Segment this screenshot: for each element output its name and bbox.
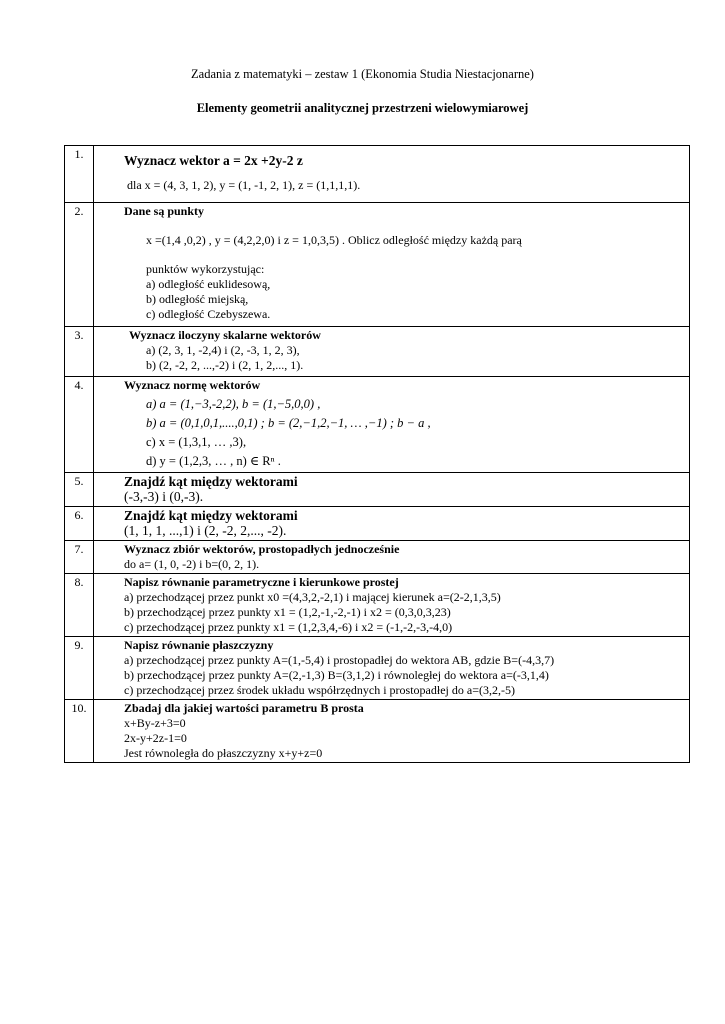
task-line: c) x = (1,3,1, … ,3), xyxy=(146,435,247,449)
task-title: Wyznacz wektor a = 2x +2y-2 z xyxy=(124,153,303,168)
task-line: c) przechodzącej przez środek układu współrzędnych i prostopadłej do a=(3,2,-5) xyxy=(124,683,515,697)
task-row xyxy=(65,146,690,203)
task-line: (1, 1, 1, ...,1) i (2, -2, 2,..., -2). xyxy=(124,523,287,538)
task-row xyxy=(65,203,690,327)
task-line: a) (2, 3, 1, -2,4) i (2, -3, 1, 2, 3), xyxy=(146,343,300,357)
task-line: Jest równoległa do płaszczyzny x+y+z=0 xyxy=(124,746,323,760)
task-line: 2x-y+2z-1=0 xyxy=(124,731,187,745)
task-content xyxy=(94,473,690,507)
task-line: b) przechodzącej przez punkty A=(2,-1,3) B=(3,1,2) i równoległej do wektora a=(-3,1,4) xyxy=(124,668,549,682)
task-line: b) przechodzącej przez punkty x1 = (1,2,-1,-2,-1) i x2 = (0,3,0,3,23) xyxy=(124,605,451,619)
task-line: punktów wykorzystując: xyxy=(146,262,265,276)
task-line: b) (2, -2, 2, ...,-2) i (2, 1, 2,..., 1). xyxy=(146,358,304,372)
task-number: 6. xyxy=(65,507,94,541)
task-line: x+By-z+3=0 xyxy=(124,716,186,730)
task-line: (-3,-3) i (0,-3). xyxy=(124,489,204,504)
task-number: 5. xyxy=(65,473,94,507)
task-content xyxy=(94,146,690,203)
task-line: b) odległość miejską, xyxy=(146,292,249,306)
task-line: do a= (1, 0, -2) i b=(0, 2, 1). xyxy=(124,557,260,571)
task-number: 9. xyxy=(65,637,94,700)
task-content xyxy=(94,700,690,763)
task-title: Napisz równanie parametryczne i kierunkowe prostej xyxy=(124,575,399,589)
task-number: 2. xyxy=(65,203,94,327)
task-line: c) przechodzącej przez punkty x1 = (1,2,3,4,-6) i x2 = (-1,-2,-3,-4,0) xyxy=(124,620,453,634)
task-row xyxy=(65,700,690,763)
task-line: a) przechodzącej przez punkt x0 =(4,3,2,-2,1) i mającej kierunek a=(2-2,1,3,5) xyxy=(124,590,501,604)
task-content xyxy=(94,507,690,541)
task-title: Dane są punkty xyxy=(124,204,205,218)
task-content xyxy=(94,327,690,377)
task-line: x =(1,4 ,0,2) , y = (4,2,2,0) i z = 1,0,3,5) . Oblicz odległość między każdą parą xyxy=(146,233,522,247)
task-content xyxy=(94,574,690,637)
task-title: Napisz równanie płaszczyzny xyxy=(124,638,274,652)
task-title: Znajdź kąt między wektorami xyxy=(124,508,298,523)
task-title: Wyznacz zbiór wektorów, prostopadłych jednocześnie xyxy=(124,542,400,556)
task-number: 1. xyxy=(65,146,94,203)
task-number: 3. xyxy=(65,327,94,377)
task-row xyxy=(65,574,690,637)
task-line: b) a = (0,1,0,1,....,0,1) ; b = (2,−1,2,−1, … ,−1) ; b − a , xyxy=(146,416,431,430)
task-row xyxy=(65,327,690,377)
task-row xyxy=(65,637,690,700)
task-content xyxy=(94,377,690,473)
task-line: d) y = (1,2,3, … , n) ∈ Rⁿ . xyxy=(146,454,281,468)
task-content xyxy=(94,203,690,327)
task-content xyxy=(94,541,690,574)
task-title: Zbadaj dla jakiej wartości parametru B prosta xyxy=(124,701,364,715)
task-line: c) odległość Czebyszewa. xyxy=(146,307,271,321)
task-line: dla x = (4, 3, 1, 2), y = (1, -1, 2, 1), z = (1,1,1,1). xyxy=(127,178,361,192)
task-content xyxy=(94,637,690,700)
task-row xyxy=(65,541,690,574)
task-line: a) odległość euklidesową, xyxy=(146,277,271,291)
task-line: a) przechodzącej przez punkty A=(1,-5,4) i prostopadłej do wektora AB, gdzie B=(-4,3,7) xyxy=(124,653,555,667)
task-number: 7. xyxy=(65,541,94,574)
task-row xyxy=(65,377,690,473)
task-title: Wyznacz normę wektorów xyxy=(124,378,261,392)
task-row xyxy=(65,473,690,507)
task-title: Wyznacz iloczyny skalarne wektorów xyxy=(129,328,321,342)
document-title: Elementy geometrii analitycznej przestrzeni wielowymiarowej xyxy=(196,101,529,115)
task-number: 8. xyxy=(65,574,94,637)
tasks-table xyxy=(64,145,690,763)
task-row xyxy=(65,507,690,541)
task-number: 10. xyxy=(65,700,94,763)
document-subtitle: Zadania z matematyki – zestaw 1 (Ekonomia Studia Niestacjonarne) xyxy=(191,67,534,81)
task-number: 4. xyxy=(65,377,94,473)
task-line: a) a = (1,−3,-2,2), b = (1,−5,0,0) , xyxy=(146,397,321,411)
task-title: Znajdź kąt między wektorami xyxy=(124,474,298,489)
